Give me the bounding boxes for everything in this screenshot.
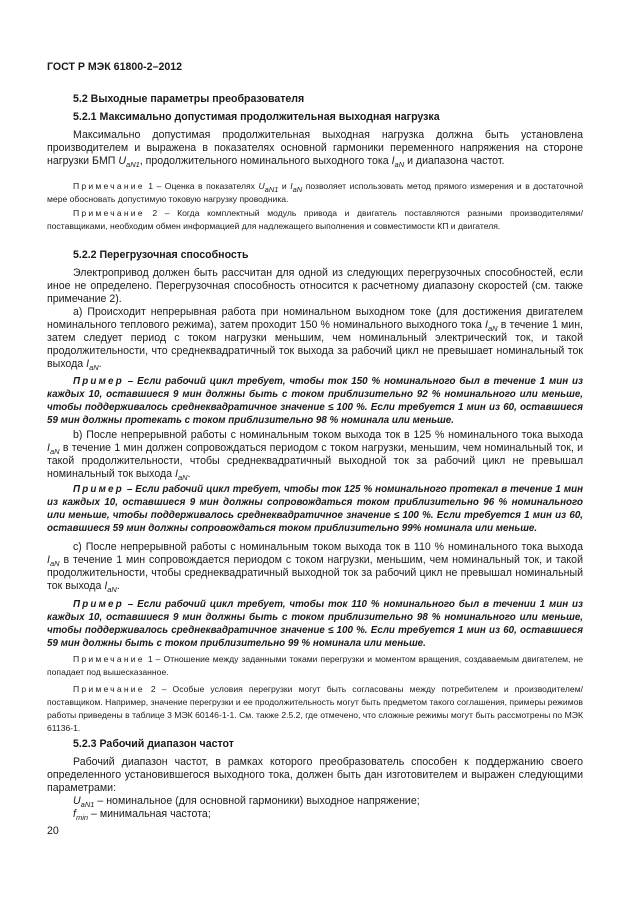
example-label: Пример bbox=[73, 599, 124, 610]
example-c bbox=[47, 598, 583, 650]
page-number: 20 bbox=[47, 825, 59, 837]
note-label: Примечание bbox=[73, 208, 145, 218]
item-c bbox=[47, 541, 583, 593]
example-label: Пример bbox=[73, 376, 124, 387]
section-5-2-2-title: 5.2.2 Перегрузочная способность bbox=[73, 249, 249, 261]
var-i-an: $I_{aN}$ bbox=[290, 181, 303, 194]
text: в течение 1 мин сопровождается периодом с током нагрузки, меньшим, чем номинальный ток, и такой продолжительности, чтобы среднеквадратичный выходной ток за рабочий цикл не превышал номинальный ток выхода bbox=[47, 554, 583, 592]
paragraph-frequency-range: Рабочий диапазон частот, в рамках которого преобразователь способен к поддержанию своего определенного установившегося выходного тока, должен быть дан изготовителем и выражен следующими параметрами: bbox=[47, 756, 583, 794]
document-header: ГОСТ Р МЭК 61800-2–2012 bbox=[47, 61, 183, 73]
definition-f-min bbox=[47, 808, 583, 821]
text: – Если рабочий цикл требует, чтобы ток 150 % номинального был в течение 1 мин из каждых 10, оставшиеся 9 мин должны быть с током приблизительно 92 % номинального или меньше, чтобы поддерживалось среднеквадратичное значение ≤ 100 %. Если требуется 1 мин из 60, оставшиеся 59 мин должны протекать с током приблизительно 98 % номинала или меньше. bbox=[47, 376, 583, 426]
text: 2 – Особые условия перегрузки могут быть согласованы между потребителем и производителем/поставщиком. Например, значение перегрузки и ее продолжительность могут быть предметом такого соглашения, примеры режимов работы приведены в таблице 3 МЭК 60146-1-1. См. также 2.5.2, где отмечено, что сложные режимы могут быть рассмотрены по МЭК 61136-1. bbox=[47, 684, 583, 733]
var-f-min: $f_{min}$ bbox=[73, 808, 89, 822]
text: . bbox=[98, 358, 102, 370]
item-a bbox=[47, 306, 583, 371]
text: позволяет использовать метод прямого измерения и в достаточной мере обосновать допустимую токовую нагрузку проводника. bbox=[47, 181, 584, 204]
paragraph-overload-intro: Электропривод должен быть рассчитан для одной из следующих перегрузочных способностей, если иное не определено. Перегрузочная способность относится к расчетному диапазону скоростей (см. также примечание 2). bbox=[47, 267, 583, 305]
var-i-an: $I_{aN}$ bbox=[175, 468, 188, 482]
note-label: Примечание bbox=[73, 181, 145, 191]
text: 2 – Когда комплектный модуль привода и двигатель поставляются разными производителями/поставщиками, необходим обмен информацией для надлежащего выполнения и совместимости КП и двигателя. bbox=[47, 208, 583, 231]
section-5-2-3-title: 5.2.3 Рабочий диапазон частот bbox=[73, 738, 234, 750]
text: c) После непрерывной работы с номинальным током выхода ток в 110 % номинального тока выхода bbox=[73, 541, 583, 553]
text: . bbox=[187, 468, 191, 480]
text: в течение 1 мин должен сопровождаться периодом с током нагрузки, меньшим, чем номинальный ток, и такой продолжительности, чтобы среднеквадратичный выходной ток за рабочий цикл не превышал номинальный ток выхода bbox=[47, 442, 583, 480]
overload-note-1 bbox=[47, 653, 583, 679]
example-a bbox=[47, 375, 583, 427]
text: , продолжительного номинального выходного тока bbox=[139, 155, 392, 167]
var-i-an: $I_{aN}$ bbox=[47, 554, 60, 568]
text: b) После непрерывной работы с номинальным током выхода ток в 125 % номинального тока выхода bbox=[73, 429, 583, 441]
note-1 bbox=[47, 180, 583, 206]
definition-u-an1 bbox=[47, 795, 583, 808]
note-label: Примечание bbox=[73, 654, 145, 664]
text: 1 – Оценка в показателях bbox=[144, 181, 259, 191]
text: в течение 1 мин, затем следует период с током нагрузки меньшим, чем номинальный электрический ток, и такой продолжительности, что среднеквадратичный ток выхода за рабочий цикл не превышает номинальный ток выхода bbox=[47, 319, 583, 370]
var-u-an1: $U_{aN1}$ bbox=[258, 181, 279, 194]
overload-note-2 bbox=[47, 683, 583, 735]
var-u-an1: $U_{aN1}$ bbox=[118, 155, 140, 169]
text: и диапазона частот. bbox=[404, 155, 505, 167]
text: и bbox=[278, 181, 291, 191]
var-i-an: $I_{aN}$ bbox=[47, 442, 60, 456]
text: Максимально допустимая продолжительная выходная нагрузка должна быть установлена производителем и выражена в показателях основной гармоники переменного напряжения на стороне нагрузки БМП bbox=[47, 129, 583, 167]
text: – номинальное (для основной гармоники) выходное напряжение; bbox=[94, 795, 420, 807]
text: . bbox=[116, 580, 120, 592]
example-b bbox=[47, 483, 583, 535]
note-label: Примечание bbox=[73, 684, 145, 694]
text: – минимальная частота; bbox=[88, 808, 211, 820]
note-2 bbox=[47, 207, 583, 233]
text: a) Происходит непрерывная работа при номинальном выходном токе (для достижения двигателем номинального теплового режима), затем проходит 150 % номинального выходного тока bbox=[47, 306, 583, 331]
var-u-an1: $U_{aN1}$ bbox=[73, 795, 95, 809]
text: – Если рабочий цикл требует, чтобы ток 110 % номинального был в течении 1 мин из каждых 10, оставшиеся 9 мин должны быть с током приблизительно 98 % номинального или меньше, чтобы поддерживалось среднеквадратичное значение ≤ 100 %. Если требуется 1 мин из 60, оставшиеся 59 мин должны быть с током приблизительно 99 % номинала или меньше. bbox=[47, 599, 583, 649]
text: 1 – Отношение между заданными токами перегрузки и моментом вращения, создаваемым двигателем, не попадает под вышесказанное. bbox=[47, 654, 583, 677]
item-b bbox=[47, 429, 583, 481]
var-i-an: $I_{aN}$ bbox=[485, 319, 498, 333]
text: – Если рабочий цикл требует, чтобы ток 125 % номинального протекал в течение 1 мин из каждых 10, оставшиеся 9 мин должны сопровождаться током приблизительно 96 % номинального или меньше, чтобы поддерживалось среднеквадратичное значение ≤ 100 %. Если требуется 1 мин из 60, оставшиеся 59 мин должны сопровождаться током приблизительно 99% номинала или меньше. bbox=[47, 484, 583, 534]
var-i-an: $I_{aN}$ bbox=[104, 580, 117, 594]
example-label: Пример bbox=[73, 484, 124, 495]
section-5-2-title: 5.2 Выходные параметры преобразователя bbox=[73, 93, 305, 105]
section-5-2-1-title: 5.2.1 Максимально допустимая продолжительная выходная нагрузка bbox=[73, 111, 440, 123]
paragraph-max-load bbox=[47, 129, 583, 168]
var-i-an: $I_{aN}$ bbox=[391, 155, 405, 169]
var-i-an: $I_{aN}$ bbox=[86, 358, 99, 372]
